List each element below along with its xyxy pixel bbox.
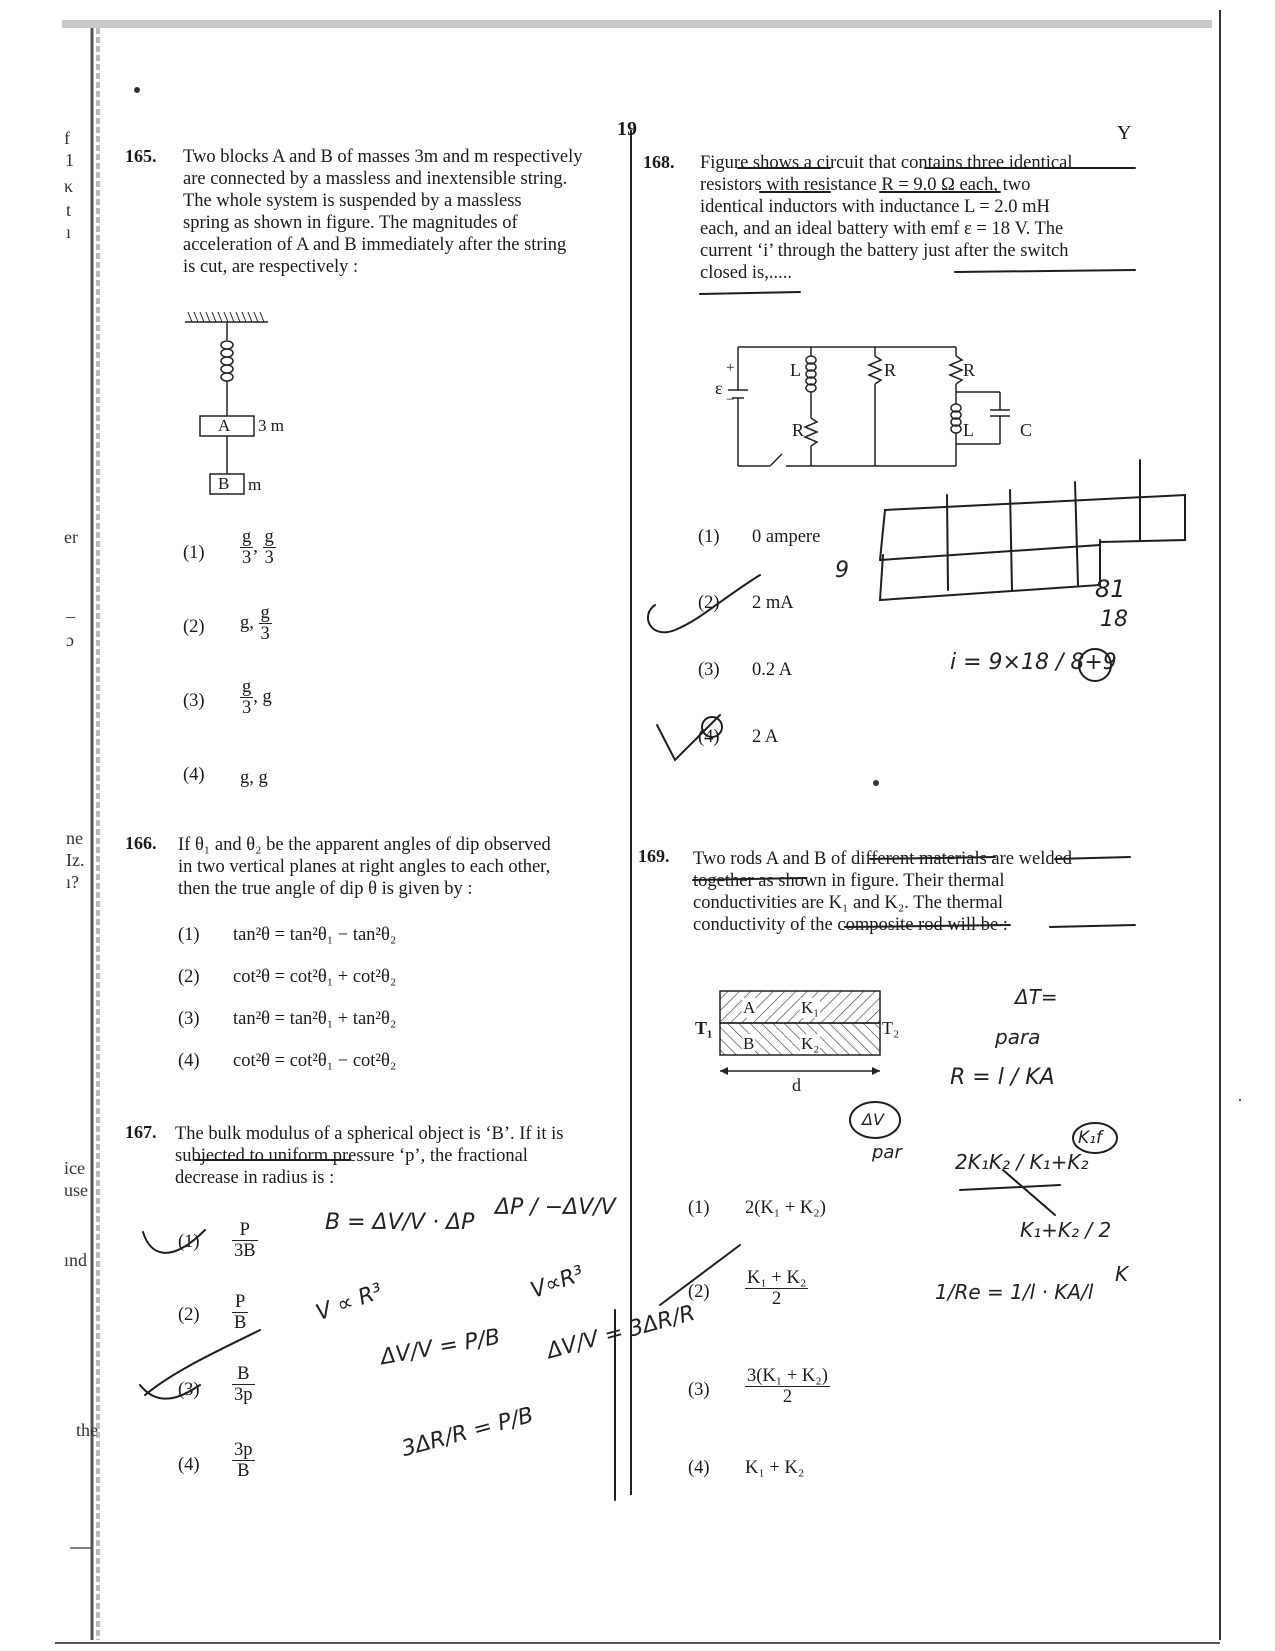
sketch-line <box>880 510 885 560</box>
margin-text: κ <box>64 176 74 196</box>
set-code: Y <box>1117 122 1132 144</box>
margin-text: Iz. <box>66 850 85 870</box>
handwritten-note: para <box>995 1025 1041 1049</box>
text-line: is cut, are respectively : <box>183 257 359 277</box>
margin-text: f <box>64 128 70 148</box>
resistor-label: R <box>792 420 805 440</box>
mass-a-label: 3 m <box>258 416 284 435</box>
sketch-line <box>880 540 1100 600</box>
option-number[interactable]: (4) <box>183 765 205 785</box>
tick-mark <box>143 1230 205 1253</box>
text-line: current ‘i’ through the battery just after the switch <box>700 241 1069 261</box>
option-number[interactable]: (3) <box>698 660 720 680</box>
text-line: closed is,..... <box>700 263 792 283</box>
handwritten-note: K₁f <box>1078 1128 1102 1148</box>
question-number: 169. <box>638 846 670 866</box>
option-number[interactable]: (1) <box>178 925 200 945</box>
sketch-line <box>1010 490 1012 590</box>
resistor-label: R <box>884 360 897 380</box>
question-number: 168. <box>643 152 675 172</box>
numerator: 3p <box>234 1440 253 1460</box>
handwritten-note: V ∝ R³ <box>312 1278 387 1327</box>
margin-text: 1 <box>65 150 74 170</box>
option-text: g, <box>240 612 254 633</box>
tick-mark <box>660 1245 740 1305</box>
rod-a-label: A <box>743 998 756 1017</box>
strike-mark <box>960 1185 1060 1190</box>
question-number: 165. <box>125 146 157 166</box>
option-number[interactable]: (4) <box>698 727 720 747</box>
underline-mark <box>845 925 1010 927</box>
margin-text: t <box>66 200 72 220</box>
numerator: g <box>242 677 252 697</box>
handwritten-note: ΔP / −ΔV/V <box>495 1195 616 1220</box>
handwritten-note: V∝R³ <box>527 1261 588 1304</box>
option-number[interactable]: (4) <box>178 1455 200 1475</box>
scribble-mark <box>145 1330 260 1395</box>
handwritten-note: B = ΔV/V · ΔP <box>325 1210 475 1235</box>
handwritten-note: 2K₁K₂ / K₁+K₂ <box>955 1150 1089 1174</box>
option-3[interactable]: 0.2 A <box>752 660 793 680</box>
text-line: If θ₁ and θ₂ be the apparent angles of dip observed <box>178 835 551 855</box>
underline-mark <box>1055 857 1130 859</box>
option-2[interactable]: cot²θ = cot²θ₁ + cot²θ₂ <box>233 967 397 987</box>
text-line: Two blocks A and B of masses 3m and m respectively <box>183 147 583 167</box>
denominator: 3 <box>242 698 252 718</box>
length-label: d <box>792 1075 801 1095</box>
handwritten-note: ΔT= <box>1015 985 1058 1009</box>
option-number[interactable]: (2) <box>178 967 200 987</box>
handwritten-note: K₁+K₂ / 2 <box>1020 1218 1112 1242</box>
margin-text: ne <box>66 828 83 848</box>
block-a-label: A <box>218 416 231 435</box>
option-number[interactable]: (2) <box>688 1282 710 1302</box>
strike-mark <box>1003 1170 1055 1215</box>
numerator: g <box>260 603 270 623</box>
text-line: identical inductors with inductance L = 2.0 mH <box>700 197 1050 217</box>
option-1[interactable]: 0 ampere <box>752 527 821 547</box>
handwritten-note: 18 <box>1100 607 1128 632</box>
handwritten-note: ΔV/V = P/B <box>378 1324 503 1371</box>
margin-text: ınd <box>64 1250 88 1270</box>
option-number[interactable]: (2) <box>698 593 720 613</box>
option-number[interactable]: (3) <box>178 1009 200 1029</box>
option-number[interactable]: (1) <box>698 527 720 547</box>
text-line: spring as shown in figure. The magnitudes of <box>183 213 518 233</box>
handwritten-note: R = l / KA <box>950 1065 1055 1090</box>
sketch-line <box>880 545 1100 560</box>
option-3[interactable]: tan²θ = tan²θ₁ + tan²θ₂ <box>233 1009 397 1029</box>
margin-text: er <box>64 527 78 547</box>
handwritten-note: i = 9×18 / 8+9 <box>950 650 1117 675</box>
k1-label: K₁ <box>801 998 820 1017</box>
option-number[interactable]: (2) <box>178 1305 200 1325</box>
emf-label: ε <box>715 378 723 398</box>
option-number[interactable]: (3) <box>178 1380 200 1400</box>
denominator: 3 <box>264 548 274 568</box>
option-text: , g <box>253 686 272 707</box>
inductor-label: L <box>790 360 801 380</box>
text-line: are connected by a massless and inextensible string. <box>183 169 568 189</box>
handwritten-note: ΔV <box>862 1110 884 1129</box>
text-line: The bulk modulus of a spherical object is ‘B’. If it is <box>175 1124 564 1144</box>
denominator: 2 <box>782 1387 793 1407</box>
text-line: Two rods A and B of different materials are welded <box>693 849 1073 869</box>
denominator: B <box>237 1461 250 1481</box>
handwritten-note: 3ΔR/R = P/B <box>399 1402 537 1463</box>
underline-mark <box>693 878 805 880</box>
handwritten-note: K <box>1115 1262 1129 1286</box>
margin-text: ‒ <box>66 606 75 626</box>
page-number: 19 <box>617 118 637 140</box>
option-number[interactable]: (3) <box>688 1380 710 1400</box>
denominator: 3p <box>234 1385 253 1405</box>
option-number[interactable]: (1) <box>178 1232 200 1252</box>
circle-mark <box>702 717 722 737</box>
option-4[interactable]: 2 A <box>752 727 779 747</box>
underline-mark <box>870 857 995 859</box>
text-line: resistors with resistance R = 9.0 Ω each, two <box>700 175 1031 195</box>
denominator: 3 <box>242 548 252 568</box>
option-1[interactable]: tan²θ = tan²θ₁ − tan²θ₂ <box>233 925 397 945</box>
t2-label: T₂ <box>882 1018 900 1038</box>
option-4[interactable]: cot²θ = cot²θ₁ − cot²θ₂ <box>233 1051 397 1071</box>
underline-mark <box>1050 925 1135 927</box>
handwritten-note: 1/Re = 1/l · KA/l <box>935 1280 1094 1304</box>
underline-mark <box>955 270 1135 272</box>
option-number[interactable]: (1) <box>688 1198 710 1218</box>
handwritten-note: ΔV/V = 3ΔR/R <box>544 1300 698 1365</box>
text-line: conductivity of the composite rod will be : <box>693 915 1008 935</box>
denominator: B <box>234 1313 247 1333</box>
numerator: g <box>264 527 274 547</box>
text-line: conductivities are K₁ and K₂. The thermal <box>693 893 1004 913</box>
text-line: Figure shows a circuit that contains three identical <box>700 153 1073 173</box>
handwritten-note: 81 <box>1095 575 1126 603</box>
text-line: subjected to uniform pressure ‘p’, the fractional <box>175 1146 528 1166</box>
numerator: 3(K₁ + K₂) <box>747 1366 828 1386</box>
underline-mark <box>700 292 800 294</box>
option-4[interactable]: g, g <box>240 768 268 788</box>
denominator: 3B <box>234 1241 256 1261</box>
text-line: in two vertical planes at right angles to each other, <box>178 857 551 877</box>
tick-mark <box>648 575 760 632</box>
numerator: B <box>232 1364 255 1385</box>
question-number: 166. <box>125 833 157 853</box>
separator: , <box>253 536 258 557</box>
option-1[interactable]: 2(K₁ + K₂) <box>745 1198 826 1218</box>
sketch-line <box>1075 482 1078 585</box>
t1-label: T₁ <box>695 1018 713 1038</box>
margin-text: ı <box>66 222 72 242</box>
plus-sign: + <box>726 360 735 376</box>
margin-text: use <box>64 1180 88 1200</box>
k2-label: K₂ <box>801 1034 820 1053</box>
option-2[interactable]: 2 mA <box>752 593 794 613</box>
minus-sign: − <box>726 392 735 408</box>
numerator: g <box>242 527 252 547</box>
numerator: K₁ + K₂ <box>747 1268 807 1288</box>
option-number[interactable]: (4) <box>178 1051 200 1071</box>
option-number[interactable]: (3) <box>183 691 205 711</box>
text-line: then the true angle of dip θ is given by : <box>178 879 473 899</box>
option-number[interactable]: (2) <box>183 617 205 637</box>
margin-text: ice <box>64 1158 85 1178</box>
margin-text: ɔ <box>66 630 74 650</box>
option-number[interactable]: (1) <box>183 543 205 563</box>
capacitor-label: C <box>1020 420 1033 440</box>
margin-text: the <box>76 1420 98 1440</box>
sketch-line <box>947 495 948 590</box>
text-line: decrease in radius is : <box>175 1168 335 1188</box>
resistor-label: R <box>963 360 976 380</box>
text-line: acceleration of A and B immediately after the string <box>183 235 567 255</box>
text-line: together as shown in figure. Their thermal <box>693 871 1005 891</box>
margin-text: ı? <box>66 872 79 892</box>
mass-b-label: m <box>248 475 262 494</box>
option-4[interactable]: K₁ + K₂ <box>745 1458 805 1478</box>
numerator: P <box>232 1292 248 1313</box>
inductor-label: L <box>963 420 974 440</box>
block-b-label: B <box>218 474 230 493</box>
handwritten-note: 9 <box>835 558 849 583</box>
rod-b-label: B <box>743 1034 755 1053</box>
handwritten-note: par <box>872 1142 902 1163</box>
text-line: each, and an ideal battery with emf ε = 18 V. The <box>700 219 1064 239</box>
question-number: 167. <box>125 1122 157 1142</box>
text-line: The whole system is suspended by a massless <box>183 191 522 211</box>
denominator: 3 <box>260 624 270 644</box>
numerator: P <box>232 1220 258 1241</box>
denominator: 2 <box>772 1289 782 1309</box>
option-number[interactable]: (4) <box>688 1458 710 1478</box>
